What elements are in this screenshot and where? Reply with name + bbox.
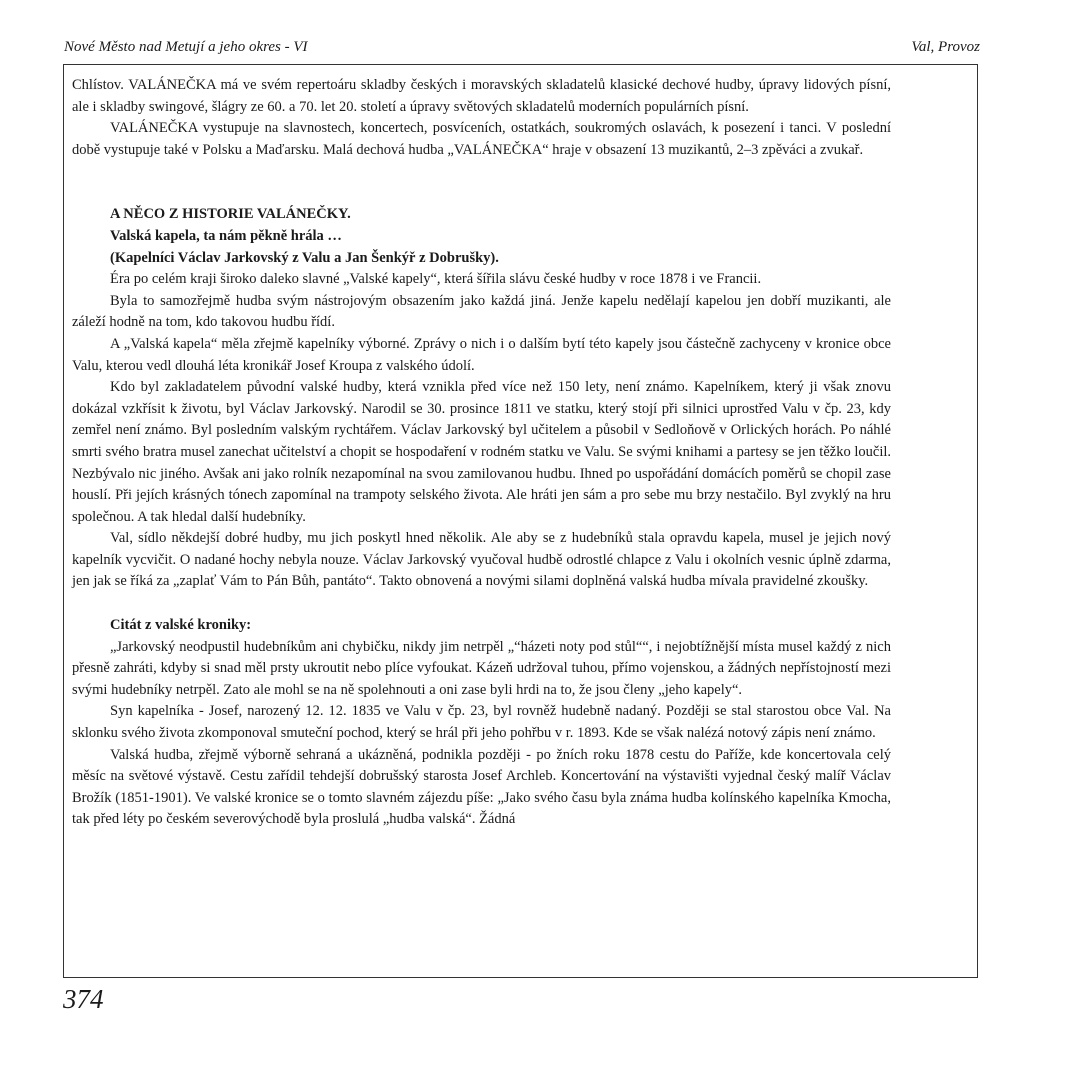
paragraph-val-music: Val, sídlo někdejší dobré hudby, mu jich poskytl hned několik. Ale aby se z hudebníků stala opravdu kapela, musel je jejich nový kapelník vycvičit. O nadané hochy nebyla nouze. Václav Jarkovský vyučoval hudbě odrostlé chlapce z Valu i okolních vesnic úplně zdarma, jen jak se říká za „zaplať Vám to Pán Bůh, pantáto“. Takto obnovená a novými silami doplněná valská hudba mívala pravidelné zkoušky.	[72, 530, 891, 590]
paragraph-kapelnici: A „Valská kapela“ měla zřejmě kapelníky výborné. Zprávy o nich i o dalším bytí této kapely jsou částečně zachyceny v kronice obce Valu, kterou vedl dlouhá léta kronikář Josef Kroupa z valského údolí.	[72, 335, 891, 374]
paragraph-paris-trip: Valská hudba, zřejmě výborně sehraná a ukázněná, podnikla později - po žních roku 1878 cestu do Paříže, kde koncertovala celý měsíc na světové výstavě. Cestu zařídil tehdejší dobrušský starosta Josef Archleb. Koncertování na výstavišti vyjednal český malíř Václav Brožík (1851-1901). Ve valské kronice se o tomto slavném zájezdu píše: „Jako svého času byla známa hudba kolínského kapelníka Kmocha, tak před léty po českém severovýchodě byla proslulá „hudba valská“. Žádná	[72, 746, 891, 828]
spacer	[72, 593, 891, 615]
section-subheading-kapela: Valská kapela, ta nám pěkně hrála …	[110, 227, 342, 244]
text-frame	[63, 64, 978, 978]
paragraph-citation: „Jarkovský neodpustil hudebníkům ani chybičku, nikdy jim netrpěl „“házeti noty pod stůl““, i nejobtížnější místa musel každý z nich přesně zahráti, kdyby si snad měl prsty ukroutit nebo plíce vyfoukat. Kázeň udržoval tuhou, přímo vojenskou, a žádných nepřístojností mezi svými hudebníky netrpěl. Zato ale mohl se na ně spolehnouti a oni zase byli hrdi na to, že jsou členy „jeho kapely“.	[72, 638, 891, 698]
section-subheading-kapelnici: (Kapelníci Václav Jarkovský z Valu a Jan Šenkýř z Dobrušky).	[110, 249, 499, 266]
header-section-title: Val, Provoz	[911, 39, 980, 55]
article-body	[72, 75, 891, 831]
header-book-title: Nové Město nad Metují a jeho okres - VI	[64, 39, 308, 55]
paragraph-son-josef: Syn kapelníka - Josef, narozený 12. 12. 1835 ve Valu v čp. 23, byl rovněž hudebně nadaný. Později se stal starostou obce Val. Na sklonku svého života zkomponoval smuteční pochod, který se hrál při jeho pohřbu v r. 1893. Kde se však nalézá notový zápis není známo.	[72, 703, 891, 742]
page-number: 374	[63, 984, 104, 1014]
paragraph-jarkovsky: Kdo byl zakladatelem původní valské hudby, která vznikla před více než 150 lety, není známo. Kapelníkem, který ji však znovu dokázal vzkřísit k životu, byl Václav Jarkovský. Narodil se 30. prosince 1811 ve statku, který stojí při silnici uprostřed Valu v čp. 23, kdy zemřel není známo. Byl posledním valským rychtářem. Václav Jarkovský byl učitelem a působil v Sedloňově v Orlických horách. Po náhlé smrti svého bratra musel zanechat učitelství a chopit se hospodaření v rodném statku ve Valu. Se svými knihami a partesy se jen těžko loučil. Nezbývalo nic jiného. Avšak ani jako rolník nezapomínal na svou zamilovanou hudbu. Ihned po uspořádání domácích poměrů se chopil zase houslí. Při jejích krásných tónech zapomínal na trampoty selského života. Ale hráti jen sám a pro sebe mu brzy nestačilo. Byl zvyklý na hru společnou. A tak hledal další hudebníky.	[72, 379, 891, 525]
spacer	[72, 161, 891, 204]
paragraph-performances: VALÁNEČKA vystupuje na slavnostech, koncertech, posvíceních, ostatkách, soukromých oslavách, k posezení i tanci. V poslední době vystupuje také v Polsku a Maďarsku. Malá dechová hudba „VALÁNEČKA“ hraje v obsazení 13 muzikantů, 2–3 zpěváci a zvukař.	[72, 120, 891, 158]
paragraph-intro-repertoire: Chlístov. VALÁNEČKA má ve svém repertoáru skladby českých i moravských skladatelů klasické dechové hudby, úpravy lidových písní, ale i skladby swingové, šlágry ze 60. a 70. let 20. století a úpravy světových skladatelů moderních populárních písní.	[72, 77, 891, 115]
section-heading-history: A NĚCO Z HISTORIE VALÁNEČKY.	[110, 206, 351, 223]
paragraph-era: Éra po celém kraji široko daleko slavné „Valské kapely“, která šířila slávu české hudby v roce 1878 i ve Francii.	[110, 271, 762, 288]
section-heading-citation: Citát z valské kroniky:	[110, 617, 252, 634]
paragraph-instruments: Byla to samozřejmě hudba svým nástrojovým obsazením jako každá jiná. Jenže kapelu nedělají kapelou jen dobří muzikanti, ale záleží hodně na tom, kdo takovou hudbu řídí.	[72, 292, 891, 331]
